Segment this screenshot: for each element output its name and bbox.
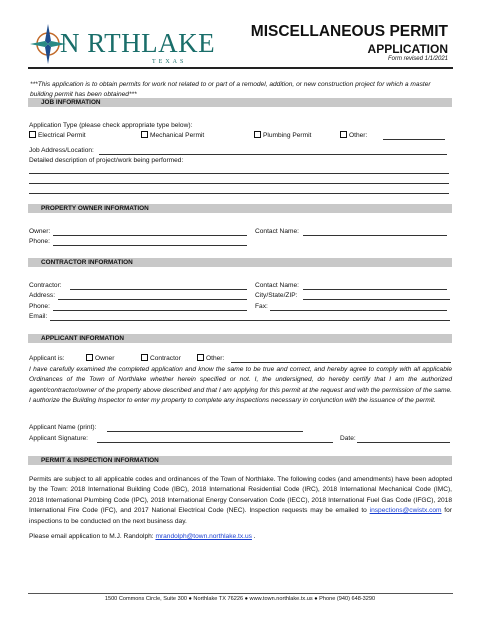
intro-note: ***This application is to obtain permits for work not related to or part of a remodel, addition, or new construction project for which a master building permit has been obtained*** [30,81,431,98]
applicant-owner-option[interactable] [86,354,114,363]
other-label: Other: [349,132,368,139]
contractor-label: Contractor: [29,282,62,289]
form-title: MISCELLANEOUS PERMIT [250,23,448,40]
codes-text: Permits are subject to all applicable codes and ordinances of the Town of Northlake. The following codes (and amendments) have been adopted by the Town: 2018 International Building Code (IBC), 2018 International Residential Code (IRC), 2018 International Mechanical Code (IMC), 2018 International Plumbing Code (IPC), 2018 International Energy Conservation Code (IECC), 2018 International Fuel Gas Code (IFGC), 2018 International Fire Code (IFC), and 2017 National Electrical Code (NEC). Inspection requests may be emailed to [29,476,452,515]
northlake-logo [28,22,216,70]
owner-phone-label: Phone: [29,238,50,245]
plumbing-checkbox[interactable] [254,131,261,138]
owner-contact-field[interactable] [303,235,447,236]
randolph-email-link[interactable]: mrandolph@town.northlake.tx.us [155,533,252,540]
other-permit-option[interactable] [340,131,367,140]
form-subtitle: APPLICATION [367,42,448,56]
applicant-contractor-label: Contractor [150,355,181,362]
applicant-other-field[interactable] [231,362,451,363]
description-line-1[interactable] [29,173,449,174]
mechanical-checkbox[interactable] [141,131,148,138]
applicant-other-option[interactable] [197,354,224,363]
contractor-fax-field[interactable] [270,310,447,311]
date-label: Date: [340,435,356,442]
contractor-phone-field[interactable] [53,310,247,311]
mechanical-label: Mechanical Permit [150,132,205,139]
applicant-other-checkbox[interactable] [197,354,204,361]
contractor-phone-label: Phone: [29,303,50,310]
other-permit-field[interactable] [383,139,445,140]
electrical-label: Electrical Permit [38,132,86,139]
applicant-name-label: Applicant Name (print): [29,424,97,431]
applicant-owner-label: Owner [95,355,115,362]
contractor-email-label: Email: [29,313,48,320]
logo-wordmark: N RTHLAKE [60,28,216,58]
logo-subtext: TEXAS [152,59,187,65]
form-revised-date: Form revised 1/1/2021 [387,56,448,62]
contractor-email-field[interactable] [50,320,450,321]
contractor-address-label: Address: [29,292,56,299]
email-application-text: Please email application to M.J. Randolph: [29,533,156,540]
contractor-city-label: City/State/ZIP: [255,292,298,299]
section-header-owner: PROPERTY OWNER INFORMATION [28,204,452,213]
contractor-address-field[interactable] [58,299,247,300]
applicant-contractor-checkbox[interactable] [141,354,148,361]
contractor-city-field[interactable] [303,299,450,300]
other-checkbox[interactable] [340,131,347,138]
section-header-applicant: APPLICANT INFORMATION [28,334,452,343]
plumbing-permit-option[interactable] [254,131,311,140]
inspections-email-link[interactable]: inspections@cwistx.com [369,507,442,515]
job-address-field[interactable] [99,154,447,155]
applicant-is-label: Applicant is: [29,355,65,362]
header-divider [28,67,453,69]
email-application-line [29,532,256,541]
description-label: Detailed description of project/work being performed: [29,157,184,164]
contractor-contact-label: Contact Name: [255,282,299,289]
footer-divider [28,593,453,594]
mechanical-permit-option[interactable] [141,131,204,140]
applicant-name-field[interactable] [107,431,303,432]
applicant-contractor-option[interactable] [141,354,181,363]
plumbing-label: Plumbing Permit [263,132,312,139]
description-line-2[interactable] [29,183,449,184]
applicant-owner-checkbox[interactable] [86,354,93,361]
owner-label: Owner: [29,228,51,235]
description-line-3[interactable] [29,193,449,194]
owner-phone-field[interactable] [53,245,247,246]
codes-paragraph [29,475,452,527]
section-header-contractor: CONTRACTOR INFORMATION [28,258,452,267]
certification-statement: I have carefully examined the completed application and know the same to be true and correct, and hereby agree to comply with all applicable Ordinances of the Town of Northlake whether herein specified or not. I, the undersigned, do hereby certify that I am the authorized agent/contractor/owner of the property above described and that I am applying for this permit at the request and with the permission of the same. I authorize the Building Inspector to enter my property to complete any inspections necessary in conjunction with the issuance of the permit. [29,366,452,405]
electrical-checkbox[interactable] [29,131,36,138]
email-application-trailing: . [251,533,256,540]
applicant-signature-label: Applicant Signature: [29,435,89,442]
section-header-inspection: PERMIT & INSPECTION INFORMATION [28,456,452,465]
applicant-signature-field[interactable] [97,442,333,443]
applicant-other-label: Other: [206,355,225,362]
job-address-label: Job Address/Location: [29,147,94,154]
electrical-permit-option[interactable] [29,131,86,140]
owner-field[interactable] [53,235,247,236]
owner-contact-label: Contact Name: [255,228,299,235]
contractor-fax-label: Fax: [255,303,268,310]
contractor-contact-field[interactable] [303,289,447,290]
section-header-job: JOB INFORMATION [28,98,452,107]
contractor-field[interactable] [70,289,247,290]
footer-contact: 1500 Commons Circle, Suite 300 ● Northlake TX 76226 ● www.town.northlake.tx.us ● Phone (940) 648-3290 [104,596,376,602]
date-field[interactable] [357,442,450,443]
codes-text-end: for inspections to be conducted on the next business day. [29,507,452,525]
application-type-label: Application Type (please check appropriate type below): [29,122,193,129]
